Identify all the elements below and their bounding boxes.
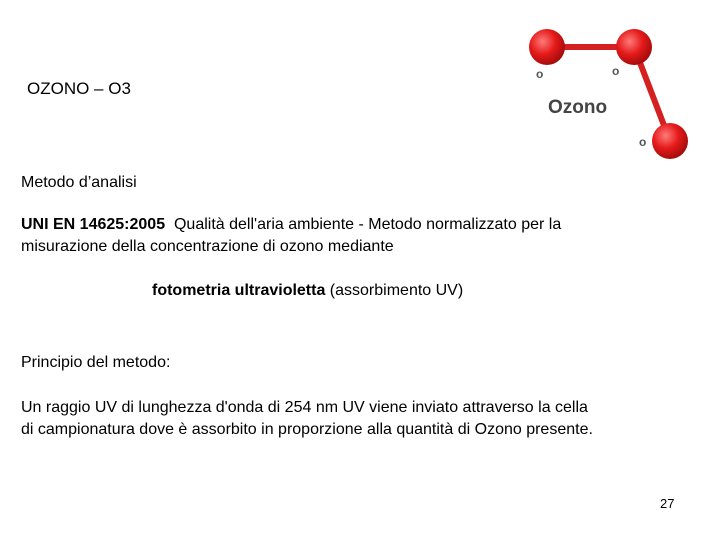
standard-description-2: misurazione della concentrazione di ozono mediante	[21, 238, 394, 255]
technique-line	[152, 282, 463, 300]
ozone-molecule-diagram	[510, 15, 700, 170]
standard-description-1: Qualità dell'aria ambiente - Metodo normalizzato per la	[173, 216, 562, 233]
page-number: 27	[660, 496, 675, 511]
atom-label-3: o	[639, 135, 647, 149]
principle-heading: Principio del metodo:	[21, 354, 171, 371]
standard-code: UNI EN 14625:2005	[21, 216, 166, 233]
atom-label-2: o	[612, 64, 620, 78]
oxygen-atom-3	[652, 123, 688, 159]
technique-name: fotometria ultravioletta	[152, 282, 326, 299]
oxygen-atom-2	[616, 29, 652, 65]
oxygen-atom-1	[529, 29, 565, 65]
method-heading: Metodo d’analisi	[21, 174, 137, 191]
technique-detail: (assorbimento UV)	[325, 282, 464, 299]
atom-label-1: o	[536, 67, 544, 81]
principle-text-2: di campionatura dove è assorbito in proporzione alla quantità di Ozono presente.	[21, 421, 593, 438]
molecule-label: Ozono	[548, 97, 608, 118]
slide-title: OZONO – O3	[27, 79, 131, 98]
principle-text-1: Un raggio UV di lunghezza d'onda di 254 nm UV viene inviato attraverso la cella	[21, 399, 588, 416]
standard-line-1	[21, 216, 561, 234]
